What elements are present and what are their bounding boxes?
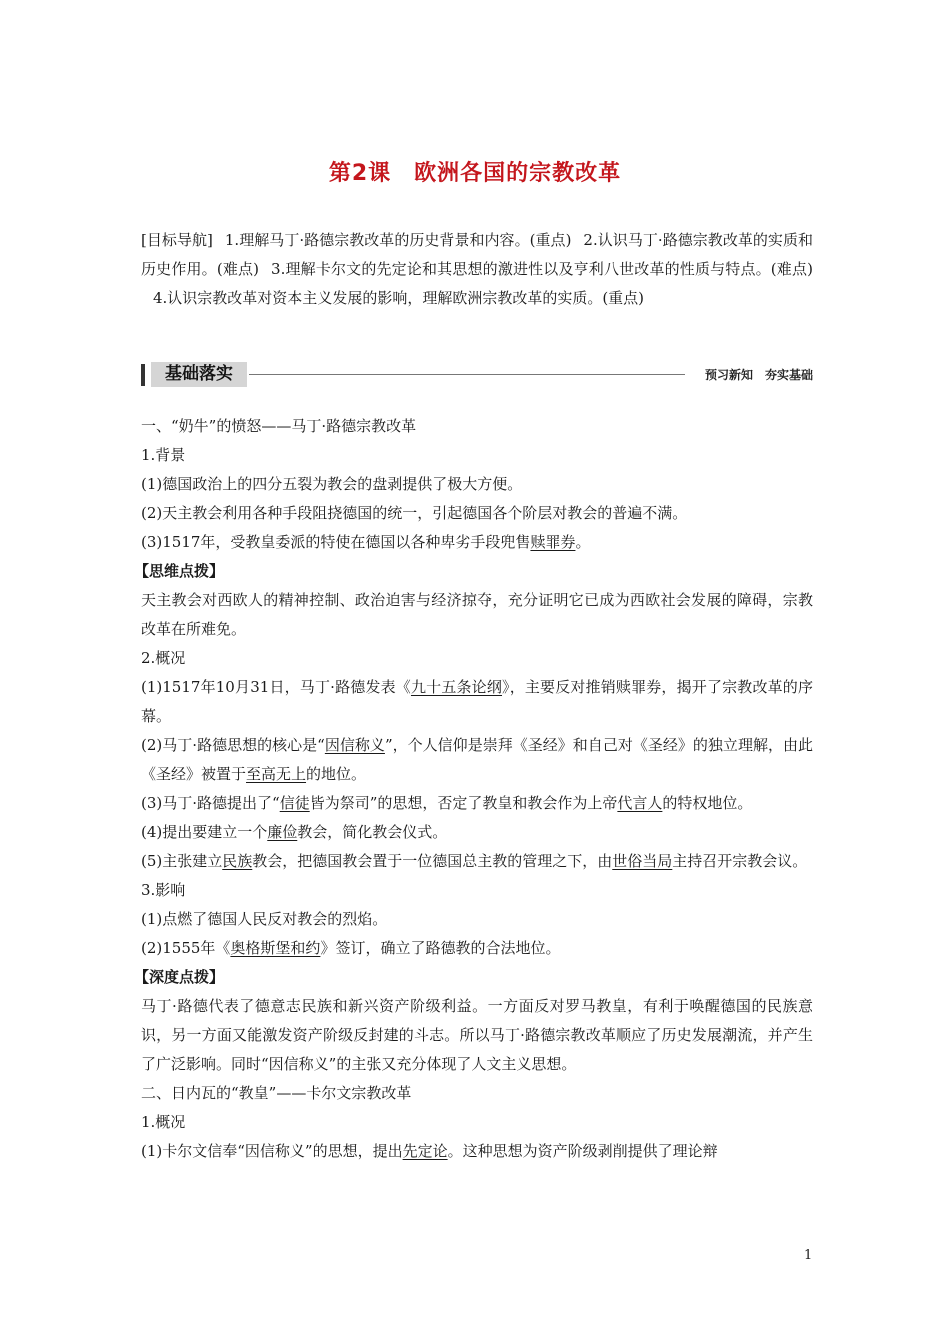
answer-underline: 至高无上 [246, 765, 307, 783]
goal-item-1: 1.理解马丁·路德宗教改革的历史背景和内容。(重点) [224, 231, 572, 249]
section-header [141, 361, 813, 391]
background-item-2: (2)天主教会利用各种手段阻挠德国的统一，引起德国各个阶层对教会的普遍不满。 [141, 504, 688, 522]
depth-tip-heading: 【深度点拨】 [134, 968, 225, 986]
section-accent-bar [141, 364, 145, 386]
overview-item-4: (4)提出要建立一个廉俭教会，简化教会仪式。 [141, 823, 448, 841]
answer-underline: 代言人 [617, 794, 663, 812]
section-slogan: 预习新知 夯实基础 [704, 368, 813, 382]
goal-item-3: 3.理解卡尔文的先定论和其思想的激进性以及亨利八世改革的性质与特点。(难点) [271, 260, 813, 278]
answer-underline: 民族 [222, 852, 253, 870]
section-divider [249, 374, 685, 375]
section-label: 基础落实 [151, 362, 247, 387]
goal-item-2: 2.认识马丁·路德宗教改革的实质和历史作用。(难点) [141, 231, 813, 278]
answer-underline: 世俗当局 [612, 852, 673, 870]
part2-heading: 二、日内瓦的“教皇”——卡尔文宗教改革 [141, 1084, 412, 1102]
part1-heading: 一、“奶牛”的愤怒——马丁·路德宗教改革 [141, 417, 417, 435]
goal-item-4: 4.认识宗教改革对资本主义发展的影响，理解欧洲宗教改革的实质。(重点) [153, 289, 645, 307]
answer-underline: 九十五条论纲 [410, 678, 503, 696]
answer-underline: 赎罪券 [530, 533, 576, 551]
part2-item-1: (1)卡尔文信奉“因信称义”的思想，提出先定论。这种思想为资产阶级剥削提供了理论辩 [141, 1142, 718, 1160]
learning-goals [141, 226, 813, 313]
answer-underline: 信徒 [279, 794, 310, 812]
impact-item-2: (2)1555年《奥格斯堡和约》签订，确立了路德教的合法地位。 [141, 939, 561, 957]
depth-tip-text: 马丁·路德代表了德意志民族和新兴资产阶级利益。一方面反对罗马教皇，有利于唤醒德国的民族意识，另一方面又能激发资产阶级反封建的斗志。所以马丁·路德宗教改革顺应了历史发展潮流，并产生了广泛影响。同时“因信称义”的主张又充分体现了人文主义思想。 [141, 997, 813, 1073]
background-item-3: (3)1517年，受教皇委派的特使在德国以各种卑劣手段兜售赎罪券。 [141, 533, 591, 551]
background-heading: 1.背景 [141, 446, 186, 464]
page-number: 1 [804, 1248, 813, 1263]
page-title: 第2课 欧洲各国的宗教改革 [328, 161, 622, 186]
impact-item-1: (1)点燃了德国人民反对教会的烈焰。 [141, 910, 388, 928]
answer-underline: 先定论 [402, 1142, 448, 1160]
answer-underline: 廉俭 [267, 823, 298, 841]
overview-item-5: (5)主张建立民族教会，把德国教会置于一位德国总主教的管理之下，由世俗当局主持召开宗教会议。 [141, 852, 808, 870]
thinking-tip-heading: 【思维点拨】 [134, 562, 225, 580]
impact-heading: 3.影响 [141, 881, 186, 899]
thinking-tip-text: 天主教会对西欧人的精神控制、政治迫害与经济掠夺，充分证明它已成为西欧社会发展的障碍，宗教改革在所难免。 [141, 591, 813, 638]
overview-item-1: (1)1517年10月31日，马丁·路德发表《九十五条论纲》，主要反对推销赎罪券，揭开了宗教改革的序幕。 [141, 678, 813, 725]
goal-label: [目标导航] [141, 231, 213, 249]
overview-item-2: (2)马丁·路德思想的核心是“因信称义”，个人信仰是崇拜《圣经》和自己对《圣经》的独立理解，由此《圣经》被置于至高无上的地位。 [141, 736, 813, 783]
answer-underline: 因信称义 [324, 736, 385, 754]
background-item-1: (1)德国政治上的四分五裂为教会的盘剥提供了极大方便。 [141, 475, 523, 493]
main-content [134, 412, 813, 1166]
overview-item-3: (3)马丁·路德提出了“信徒皆为祭司”的思想，否定了教皇和教会作为上帝代言人的特权地位。 [141, 794, 753, 812]
overview-heading: 2.概况 [141, 649, 186, 667]
part2-overview-heading: 1.概况 [141, 1113, 186, 1131]
answer-underline: 奥格斯堡和约 [230, 939, 321, 957]
